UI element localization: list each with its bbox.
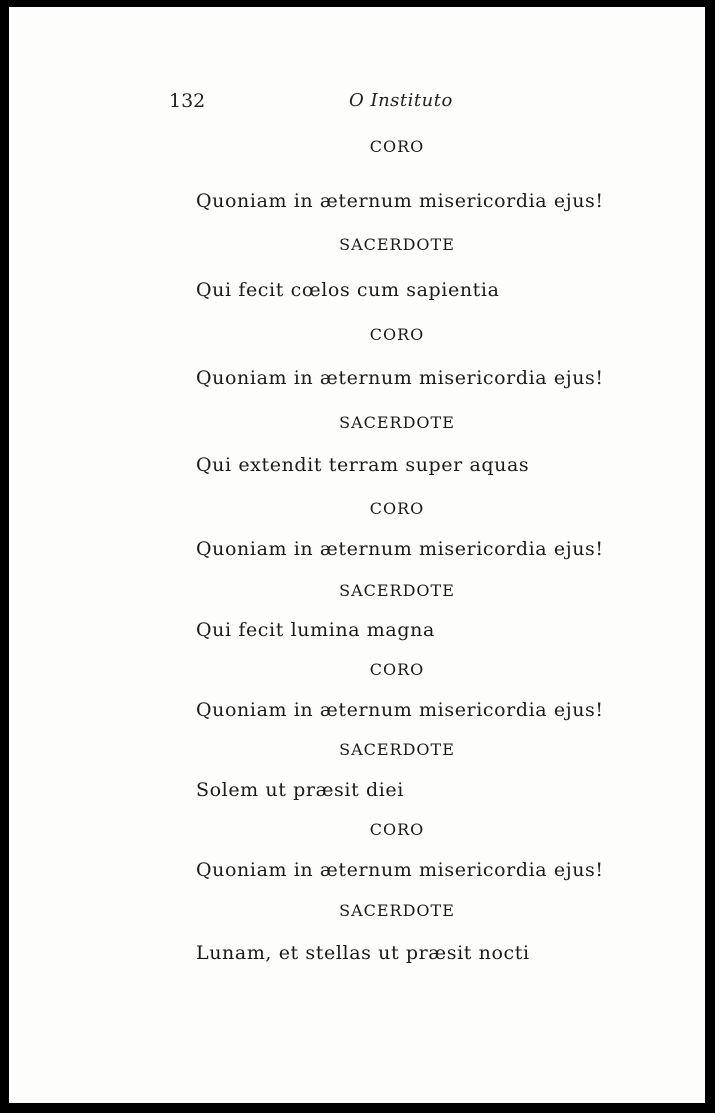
- running-title: O Instituto: [349, 90, 453, 111]
- verse-line: Qui extendit terram super aquas: [196, 454, 530, 476]
- verse-line: Qui fecit lumina magna: [196, 619, 435, 641]
- speaker-label: SACERDOTE: [339, 581, 455, 600]
- speaker-label: CORO: [369, 820, 425, 839]
- verse-line: Quoniam in æternum misericordia ejus!: [196, 538, 604, 560]
- verse-line: Quoniam in æternum misericordia ejus!: [196, 190, 604, 212]
- verse-line: Solem ut præsit diei: [196, 779, 404, 801]
- verse-line: Qui fecit cœlos cum sapientia: [196, 279, 500, 301]
- speaker-label: SACERDOTE: [339, 413, 455, 432]
- verse-line: Quoniam in æternum misericordia ejus!: [196, 699, 604, 721]
- verse-line: Quoniam in æternum misericordia ejus!: [196, 859, 604, 881]
- speaker-label: SACERDOTE: [339, 740, 455, 759]
- speaker-label: CORO: [369, 499, 425, 518]
- page-header: [9, 90, 705, 112]
- speaker-label: CORO: [369, 137, 425, 156]
- verse-line: Lunam, et stellas ut præsit nocti: [196, 942, 530, 964]
- scanned-page: [9, 7, 705, 1103]
- speaker-label: CORO: [369, 660, 425, 679]
- speaker-label: SACERDOTE: [339, 901, 455, 920]
- speaker-label: CORO: [369, 325, 425, 344]
- verse-line: Quoniam in æternum misericordia ejus!: [196, 367, 604, 389]
- speaker-label: SACERDOTE: [339, 235, 455, 254]
- page-number: 132: [169, 90, 206, 112]
